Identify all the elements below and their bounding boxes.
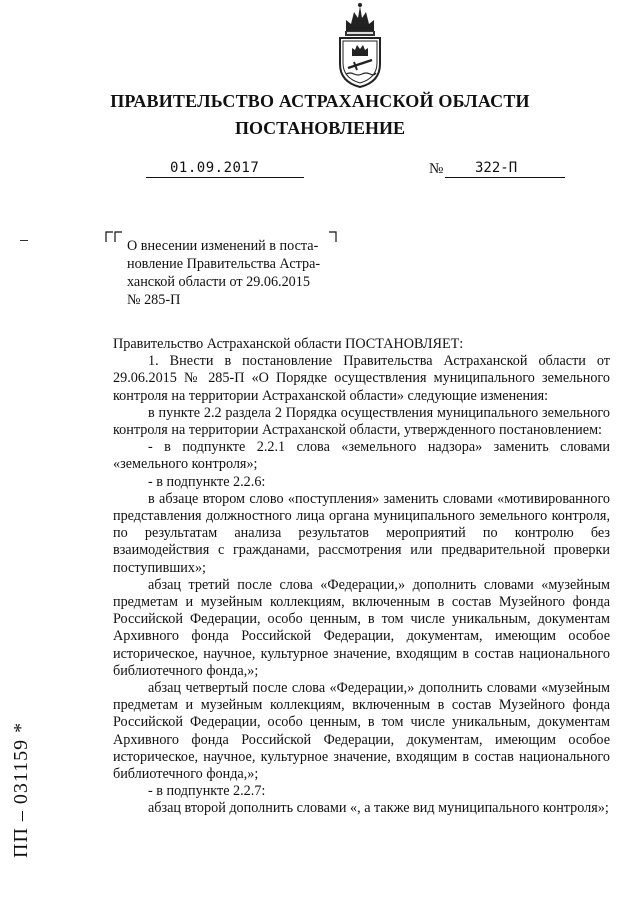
- body-paragraph: 1. Внести в постановление Правительства Астраханской области от 29.06.2015 № 285-П «О Порядке осуществления муниципального земельного контроля на территории Астраханской области» следующие изменения:: [113, 353, 610, 404]
- government-title: ПРАВИТЕЛЬСТВО АСТРАХАНСКОЙ ОБЛАСТИ: [110, 91, 530, 111]
- serial-number: ПП – 031159 *: [10, 721, 32, 858]
- body-paragraph: Правительство Астраханской области ПОСТАНОВЛЯЕТ:: [113, 336, 464, 352]
- coat-of-arms-icon: [332, 2, 388, 88]
- subject-line: О внесении изменений в поста-: [127, 238, 319, 254]
- number-underline: [445, 177, 565, 178]
- body-paragraph: абзац четвертый после слова «Федерации,» дополнить словами «музейным предметам и музейным коллекциям, включенным в состав Музейного фонда Российской Федерации, особо ценным, в том числе уникальным, документам Архивного фонда Российской Федерации, документам, имеющим особое историческое, научное, культурное значение, входящим в состав национального библиотечного фонда,»;: [113, 680, 610, 783]
- corner-bracket-top-left-inner-icon: [114, 231, 123, 243]
- document-date: 01.09.2017: [170, 160, 260, 176]
- document-body: [113, 336, 610, 818]
- body-paragraph: - в подпункте 2.2.6:: [148, 473, 266, 490]
- margin-mark: [20, 240, 28, 241]
- body-paragraph: - в подпункте 2.2.7:: [148, 783, 266, 800]
- number-sign: №: [429, 161, 444, 177]
- subject-line: № 285-П: [127, 292, 181, 308]
- corner-bracket-top-left-icon: [105, 231, 114, 243]
- body-paragraph: абзац второй дополнить словами «, а также вид муниципального контроля»;: [148, 800, 609, 817]
- subject-line: новление Правительства Астра-: [127, 256, 321, 272]
- document-subject: [127, 237, 333, 309]
- body-paragraph: в абзаце втором слово «поступления» заменить словами «мотивированного представления должностного лица органа муниципального земельного контроля, по результатам анализа результатов мероприятий по контролю без взаимодействия с гражданами, рассмотрения или предварительной проверки поступивших»;: [113, 490, 610, 576]
- date-underline: [146, 177, 304, 178]
- subject-line: ханской области от 29.06.2015: [127, 274, 310, 290]
- document-number: 322-П: [475, 160, 518, 176]
- body-paragraph: абзац третий после слова «Федерации,» дополнить словами «музейным предметам и музейным коллекциям, включенным в состав Музейного фонда Российской Федерации, особо ценным, в том числе уникальным, документам Архивного фонда Российской Федерации, документам, имеющим особое историческое, научное, культурное значение, входящим в состав национального библиотечного фонда,»;: [113, 576, 610, 679]
- body-paragraph: в пункте 2.2 раздела 2 Порядка осуществления муниципального земельного контроля на территории Астраханской области, утвержденного постановлением:: [113, 404, 610, 439]
- document-type-title: ПОСТАНОВЛЕНИЕ: [234, 118, 406, 138]
- body-paragraph: - в подпункте 2.2.1 слова «земельного надзора» заменить словами «земельного контроля»;: [113, 439, 610, 473]
